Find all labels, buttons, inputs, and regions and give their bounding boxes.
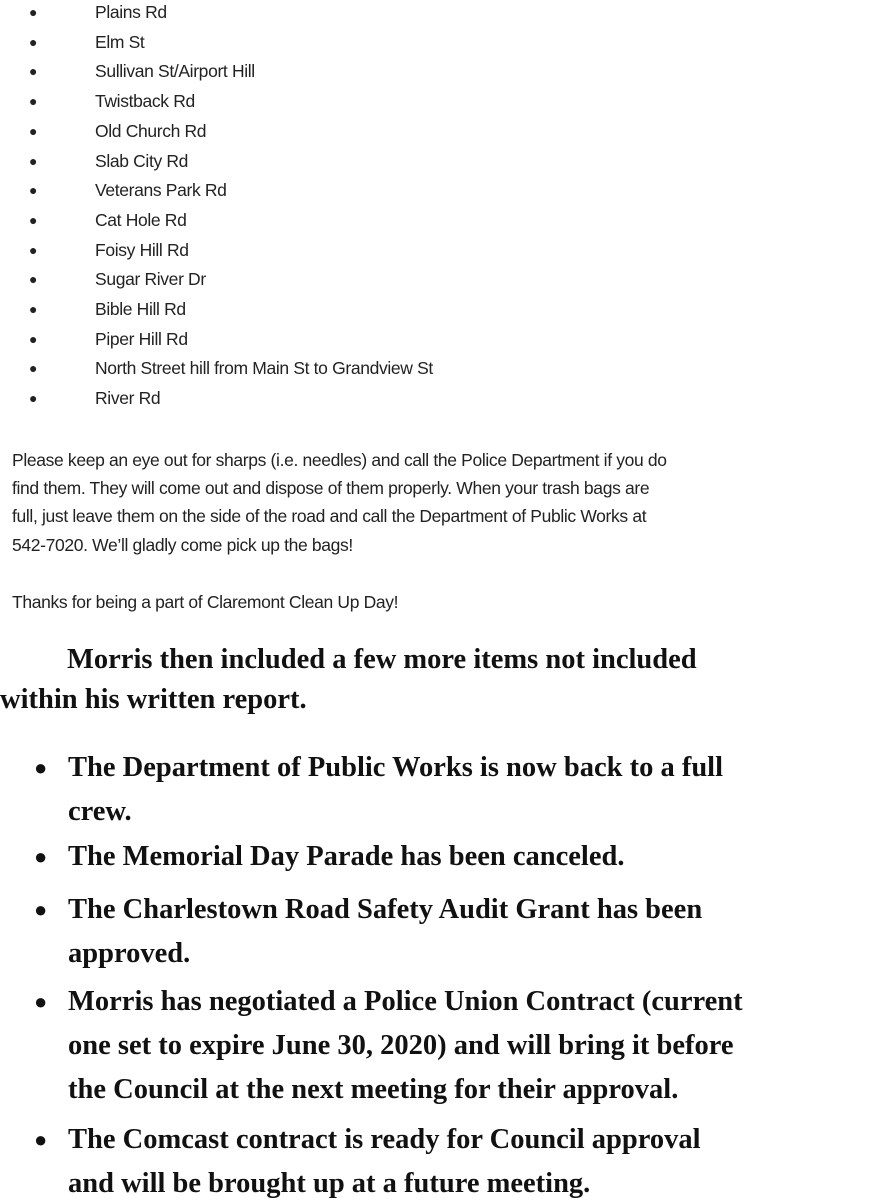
notice-line: find them. They will come out and dispose of them properly. When your trash bags are (12, 478, 650, 498)
bullet-icon: ● (34, 1127, 48, 1152)
report-item-line: The Charlestown Road Safety Audit Grant has been (68, 894, 703, 925)
road-name: Plains Rd (95, 2, 167, 22)
report-item-line: The Department of Public Works is now back to a full (68, 752, 724, 783)
bullet-icon: ● (29, 360, 38, 377)
bullet-icon: ● (29, 241, 38, 258)
road-name: Sullivan St/Airport Hill (95, 61, 255, 82)
road-name: Foisy Hill Rd (95, 239, 189, 260)
bullet-icon: ● (34, 989, 48, 1014)
bullet-icon: ● (34, 897, 48, 922)
road-name: Bible Hill Rd (95, 299, 186, 319)
report-item-line: and will be brought up at a future meeting. (68, 1168, 591, 1199)
report-item-line: The Comcast contract is ready for Council approval (68, 1124, 701, 1155)
road-name: Slab City Rd (95, 150, 189, 171)
report-item-line: crew. (68, 796, 132, 827)
report-item-line: approved. (68, 938, 191, 969)
bullet-icon: ● (29, 33, 38, 50)
road-name: River Rd (95, 388, 161, 409)
bullet-icon: ● (29, 93, 38, 110)
road-name: Piper Hill Rd (95, 328, 188, 349)
bullet-icon: ● (29, 301, 38, 317)
road-name: Cat Hole Rd (95, 209, 187, 230)
road-name: Sugar River Dr (95, 269, 206, 290)
road-name: North Street hill from Main St to Grandview St (95, 358, 433, 379)
notice-line: Please keep an eye out for sharps (i.e. needles) and call the Police Department if you do (12, 450, 667, 470)
road-name: Elm St (95, 31, 145, 52)
notice-line: 542-7020. We’ll gladly come pick up the bags! (12, 535, 353, 555)
bullet-icon: ● (29, 182, 38, 199)
bullet-icon: ● (29, 152, 38, 169)
report-item-line: the Council at the next meeting for their approval. (68, 1074, 679, 1105)
bullet-icon: ● (34, 844, 48, 869)
notice-line: full, just leave them on the side of the road and call the Department of Public Works at (12, 506, 647, 526)
bullet-icon: ● (29, 122, 38, 139)
intro-line: within his written report. (0, 684, 307, 715)
intro-line: Morris then included a few more items not included (67, 644, 697, 675)
road-name: Veterans Park Rd (95, 180, 227, 201)
bullet-icon: ● (29, 4, 38, 20)
report-item-line: The Memorial Day Parade has been canceled. (68, 841, 625, 872)
report-item-line: one set to expire June 30, 2020) and will bring it before (68, 1030, 734, 1061)
bullet-icon: ● (29, 211, 38, 228)
report-item-line: Morris has negotiated a Police Union Contract (current (68, 986, 743, 1017)
thanks-line: Thanks for being a part of Claremont Clean Up Day! (12, 592, 399, 612)
road-name: Twistback Rd (95, 91, 195, 112)
road-name: Old Church Rd (95, 120, 207, 141)
bullet-icon: ● (34, 755, 48, 780)
bullet-icon: ● (29, 271, 38, 288)
bullet-icon: ● (29, 63, 38, 80)
bullet-icon: ● (29, 390, 38, 407)
bullet-icon: ● (29, 330, 38, 347)
